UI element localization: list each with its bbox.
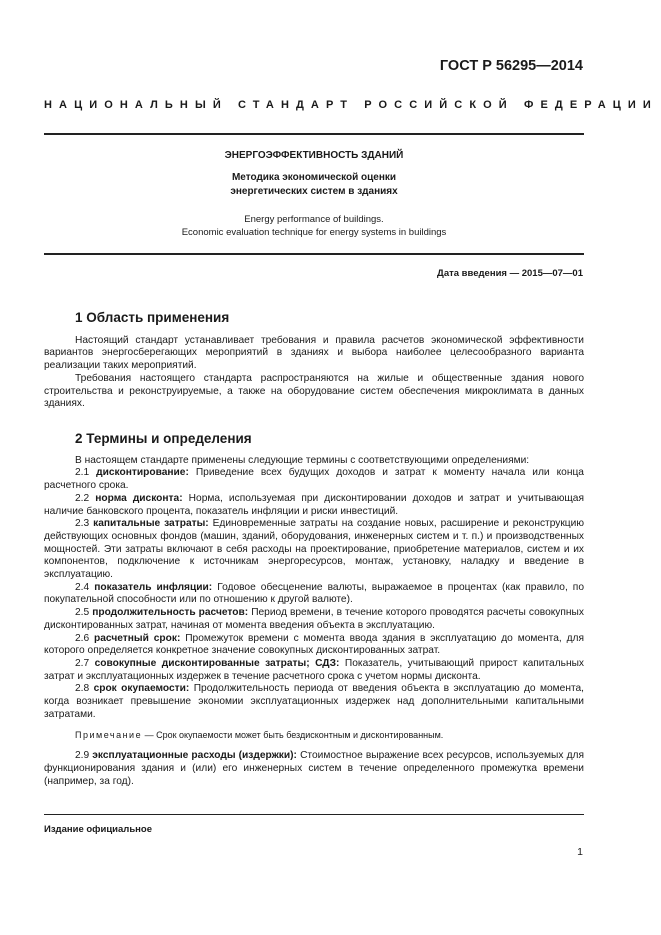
term-text: Приведение всех будущих доходов и затрат к моменту начала или конца расчетного срока. [44,467,584,492]
section-1-heading: 1 Область применения [75,310,230,325]
note [44,729,584,742]
term-number: 2.7 [75,657,90,669]
term-name: срок окупаемости: [93,683,190,695]
term-name: совокупные дисконтированные затраты; СДЗ: [94,657,340,669]
term-definition [44,633,584,658]
term-number: 2.1 [75,467,90,479]
term-definition [44,683,584,721]
term-text: Промежуток времени с момента ввода здания в эксплуатацию до момента, для которого определяется конкретное значение совокупных дисконтированных затрат. [44,632,584,657]
term-text: Период времени, в течение которого проводятся расчеты совокупных дисконтированных затрат, начиная от момента введения объекта в эксплуатацию. [44,607,584,631]
term-name: продолжительность расчетов: [92,607,249,619]
term-text: Единовременные затраты на создание новых, расширение и реконструкцию действующих основных фондов (машин, зданий, оборудования, инженерных систем и т. п.) и производственных мощностей. Эти затраты включают в себя расходы на проектирование, приобретение материалов, систем и их компонентов, подключение к источникам энергоресурсов, монтаж, установку, наладку и введение в эксплуатацию. [44,518,584,581]
section-1-paragraph-1: Настоящий стандарт устанавливает требования и правила расчетов экономической эффективности вариантов энергосберегающих мероприятий в зданиях и выбора наиболее целесообразного варианта реализации таких мероприятий. [44,334,584,372]
term-name: показатель инфляции: [94,581,213,593]
standard-subtitle [44,171,584,199]
term-number: 2.5 [75,607,90,619]
term-definition [44,582,584,607]
term-text: Показатель, учитывающий прирост капитальных затрат и эксплуатационных издержек в течение расчетного срока с учетом нормы дисконта. [44,657,584,682]
english-title-line-1: Energy performance of buildings. [244,214,384,225]
note-text: — Срок окупаемости может быть бездисконтным и дисконтированным. [142,730,444,741]
standard-title: ЭНЕРГОЭФФЕКТИВНОСТЬ ЗДАНИЙ [224,150,404,161]
term-number: 2.2 [75,492,90,504]
term-name: капитальные затраты: [93,518,209,530]
subtitle-line-1: Методика экономической оценки [231,172,397,183]
term-text: Стоимостное выражение всех ресурсов, используемых для функционирования здания и (или) его инженерных систем в течение определенного промежутка времени (например, за год). [44,750,584,787]
national-standard-banner: НАЦИОНАЛЬНЫЙ СТАНДАРТ РОССИЙСКОЙ ФЕДЕРАЦИИ [44,99,658,111]
page-number: 1 [577,846,583,858]
term-name: дисконтирование: [96,467,189,479]
english-title [44,213,584,239]
term-definition [44,658,584,683]
section-1-paragraph-2: Требования настоящего стандарта распространяются на жилые и общественные здания нового строительства и реконструируемые, а также на оборудование систем обеспечения микроклимата в данных зданиях. [44,372,584,410]
term-number: 2.8 [75,683,90,695]
section-2-heading: 2 Термины и определения [75,431,252,446]
english-title-line-2: Economic evaluation technique for energy systems in buildings [181,227,447,238]
term-name: расчетный срок: [94,632,181,644]
term-definition [44,493,584,518]
term-definition [44,750,584,788]
subtitle-line-2: энергетических систем в зданиях [230,186,398,197]
term-text: Норма, используемая при дисконтировании доходов и затрат и учитывающая наличие банковского процента, показатель инфляции и риски инвестиций. [44,492,584,517]
term-text: Продолжительность периода от введения объекта в эксплуатацию до момента, когда возникает превышение экономии эксплуатационных издержек над дополнительными капитальными затратами. [44,683,584,720]
term-number: 2.4 [75,581,90,593]
term-definition [44,467,584,492]
document-code: ГОСТ Р 56295—2014 [439,58,583,74]
note-label: Примечание [75,730,143,741]
edition-label: Издание официальное [44,824,152,835]
term-text: Годовое обесценение валюты, выражаемое в процентах (как правило, по покупательной способности или по отношению к другой валюте). [44,581,584,606]
divider-title [44,253,584,255]
term-number: 2.6 [75,632,90,644]
section-2 [44,433,584,788]
term-definition [44,518,584,582]
term-name: эксплуатационные расходы (издержки): [92,750,297,762]
divider-footer [44,814,584,815]
term-number: 2.3 [75,518,90,530]
introduction-date: Дата введения — 2015—07—01 [437,268,583,279]
divider-top [44,133,584,135]
term-name: норма дисконта: [95,492,183,504]
section-1 [44,312,584,411]
section-2-intro: В настоящем стандарте применены следующие термины с соответствующими определениями: [75,454,530,466]
term-definition [44,607,584,632]
term-number: 2.9 [75,750,90,762]
